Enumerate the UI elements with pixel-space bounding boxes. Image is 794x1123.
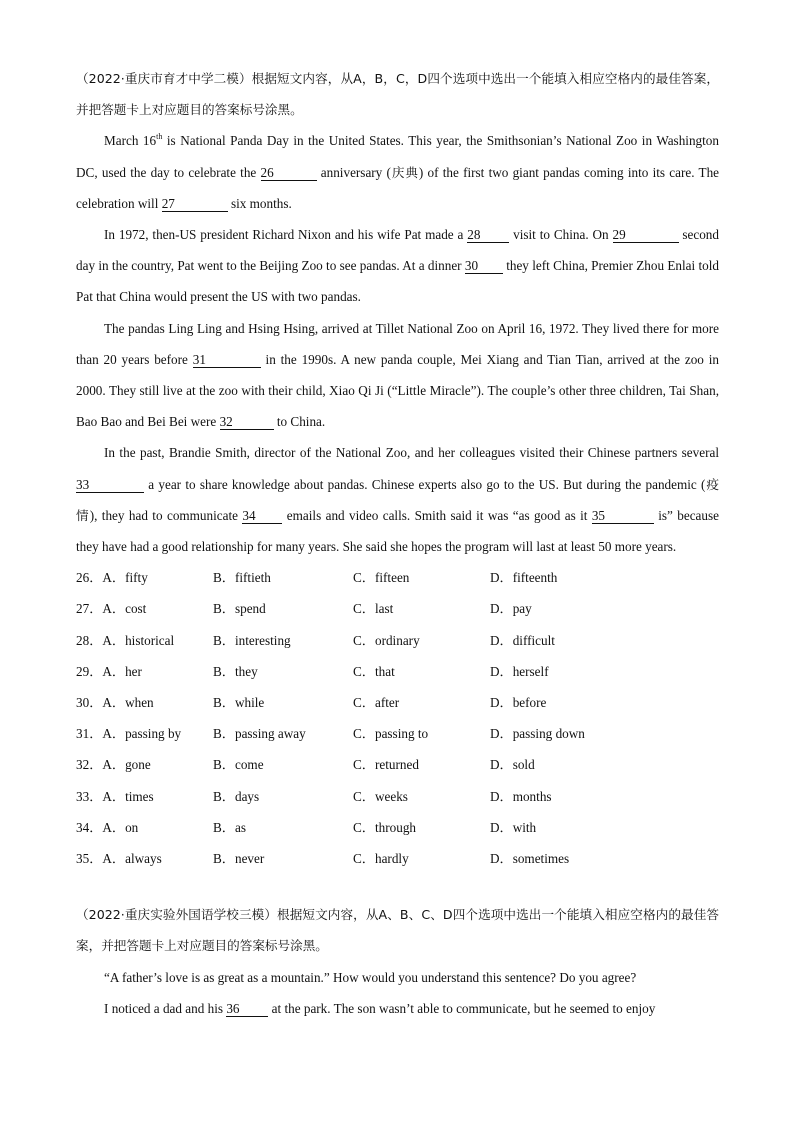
section-2-instructions: （2022·重庆实验外国语学校三模）根据短文内容，从A、B、C、D四个选项中选出一个能填入相应空格内的最佳答案，并把答题卡上对应题目的答案标号涂黑。 — [76, 907, 719, 954]
option-row-29: 29．A．her B．they C．that D．herself — [76, 663, 549, 679]
exam-page — [76, 64, 719, 1024]
option-row-26: 26．A．fifty B．fiftieth C．fifteen D．fifteenth — [76, 570, 558, 586]
blank-36[interactable]: 36 — [226, 1001, 268, 1017]
option-row-31: 31．A．passing by B．passing away C．passing to D．passing down — [76, 726, 585, 742]
passage-paragraph-4: In the past, Brandie Smith, director of the National Zoo, and her colleagues visited their Chinese partners several 33 a year to share knowledge about pandas. Chinese experts also go to the US. But during the pandemic (疫情), they had to communicate 34 emails and video calls. Smith said it was “as good as it 35 is” because they have had a good relationship for many years. She said she hopes the program will last at least 50 more years. — [76, 445, 719, 555]
option-row-35: 35．A．always B．never C．hardly D．sometimes — [76, 850, 570, 866]
passage-paragraph-2: In 1972, then-US president Richard Nixon and his wife Pat made a 28 visit to China. On 29 second day in the country, Pat went to the Beijing Zoo to see pandas. At a dinner 30 they left China, Premier Zhou Enlai told Pat that China would present the US with two pandas. — [76, 227, 719, 305]
option-row-32: 32．A．gone B．come C．returned D．sold — [76, 757, 535, 773]
blank-29[interactable]: 29 — [613, 227, 679, 243]
blank-30[interactable]: 30 — [465, 258, 503, 274]
blank-34[interactable]: 34 — [242, 508, 282, 524]
blank-31[interactable]: 31 — [193, 352, 261, 368]
option-row-28: 28．A．historical B．interesting C．ordinary D．difficult — [76, 632, 555, 648]
blank-28[interactable]: 28 — [467, 227, 509, 243]
blank-35[interactable]: 35 — [592, 508, 654, 524]
option-row-34: 34．A．on B．as C．through D．with — [76, 819, 537, 835]
option-row-27: 27．A．cost B．spend C．last D．pay — [76, 601, 532, 617]
section-1-instructions: （2022·重庆市育才中学二模）根据短文内容，从A，B，C，D四个选项中选出一个能填入相应空格内的最佳答案，并把答题卡上对应题目的答案标号涂黑。 — [76, 71, 719, 118]
passage2-paragraph-2: I noticed a dad and his 36 at the park. The son wasn’t able to communicate, but he seemed to enjoy — [104, 1000, 656, 1016]
passage2-paragraph-1: “A father’s love is as great as a mountain.” How would you understand this sentence? Do you agree? — [104, 969, 637, 985]
option-row-30: 30．A．when B．while C．after D．before — [76, 695, 547, 710]
blank-26[interactable]: 26 — [261, 165, 317, 181]
answer-options — [76, 562, 719, 874]
blank-32[interactable]: 32 — [220, 414, 274, 430]
blank-33[interactable]: 33 — [76, 477, 144, 493]
blank-27[interactable]: 27 — [162, 196, 228, 212]
passage-paragraph-1: March 16th is National Panda Day in the United States. This year, the Smithsonian’s National Zoo in Washington DC, used the day to celebrate the 26 anniversary (庆典) of the first two giant pandas coming into its care. The celebration will 27 six months. — [76, 132, 720, 211]
passage-paragraph-3: The pandas Ling Ling and Hsing Hsing, arrived at Tillet National Zoo on April 16, 1972. They lived there for more than 20 years before 31 in the 1990s. A new panda couple, Mei Xiang and Tian Tian, arrived at the zoo in 2000. They still live at the zoo with their child, Xiao Qi Ji (“Little Miracle”). The couple’s other three children, Tai Shan, Bao Bao and Bei Bei were 32 to China. — [76, 320, 719, 430]
option-row-33: 33．A．times B．days C．weeks D．months — [76, 788, 552, 804]
